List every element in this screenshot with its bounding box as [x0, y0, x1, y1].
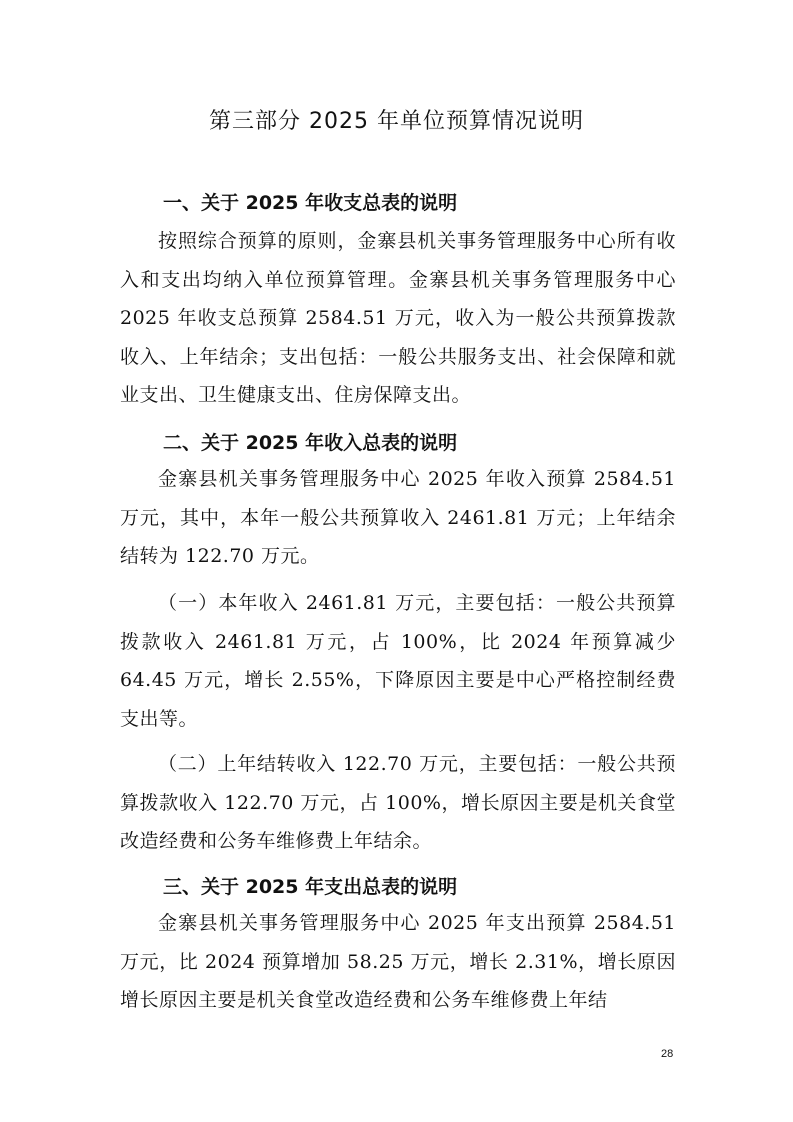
- page-title: 第三部分 2025 年单位预算情况说明: [209, 109, 584, 134]
- section-2-paragraph-3: （二）上年结转收入 122.70 万元，主要包括：一般公共预算拨款收入 122.70 万元，占 100%，增长原因主要是机关食堂改造经费和公务车维修费上年结余。: [120, 753, 676, 852]
- section-heading-1: 一、关于 2025 年收支总表的说明: [163, 192, 458, 214]
- section-heading-2: 二、关于 2025 年收入总表的说明: [163, 432, 458, 454]
- section-3-paragraph-1: 金寨县机关事务管理服务中心 2025 年支出预算 2584.51 万元，比 2024 预算增加 58.25 万元，增长 2.31%，增长原因增长原因主要是机关食堂改造经费和公务车维修费上年结: [120, 912, 676, 1011]
- page-number: 28: [661, 1048, 674, 1060]
- section-1-paragraph-1: 按照综合预算的原则，金寨县机关事务管理服务中心所有收入和支出均纳入单位预算管理。金寨县机关事务管理服务中心 2025 年收支总预算 2584.51 万元，收入为一般公共预算拨款收入、上年结余；支出包括：一般公共服务支出、社会保障和就业支出、卫生健康支出、住房保障支出。: [120, 230, 676, 406]
- section-2-paragraph-2: （一）本年收入 2461.81 万元，主要包括：一般公共预算拨款收入 2461.81 万元，占 100%，比 2024 年预算减少 64.45 万元，增长 2.55%，下降原因主要是中心严格控制经费支出等。: [120, 592, 676, 730]
- section-heading-3: 三、关于 2025 年支出总表的说明: [163, 876, 458, 898]
- section-2-paragraph-1: 金寨县机关事务管理服务中心 2025 年收入预算 2584.51 万元，其中，本年一般公共预算收入 2461.81 万元；上年结余结转为 122.70 万元。: [120, 468, 676, 567]
